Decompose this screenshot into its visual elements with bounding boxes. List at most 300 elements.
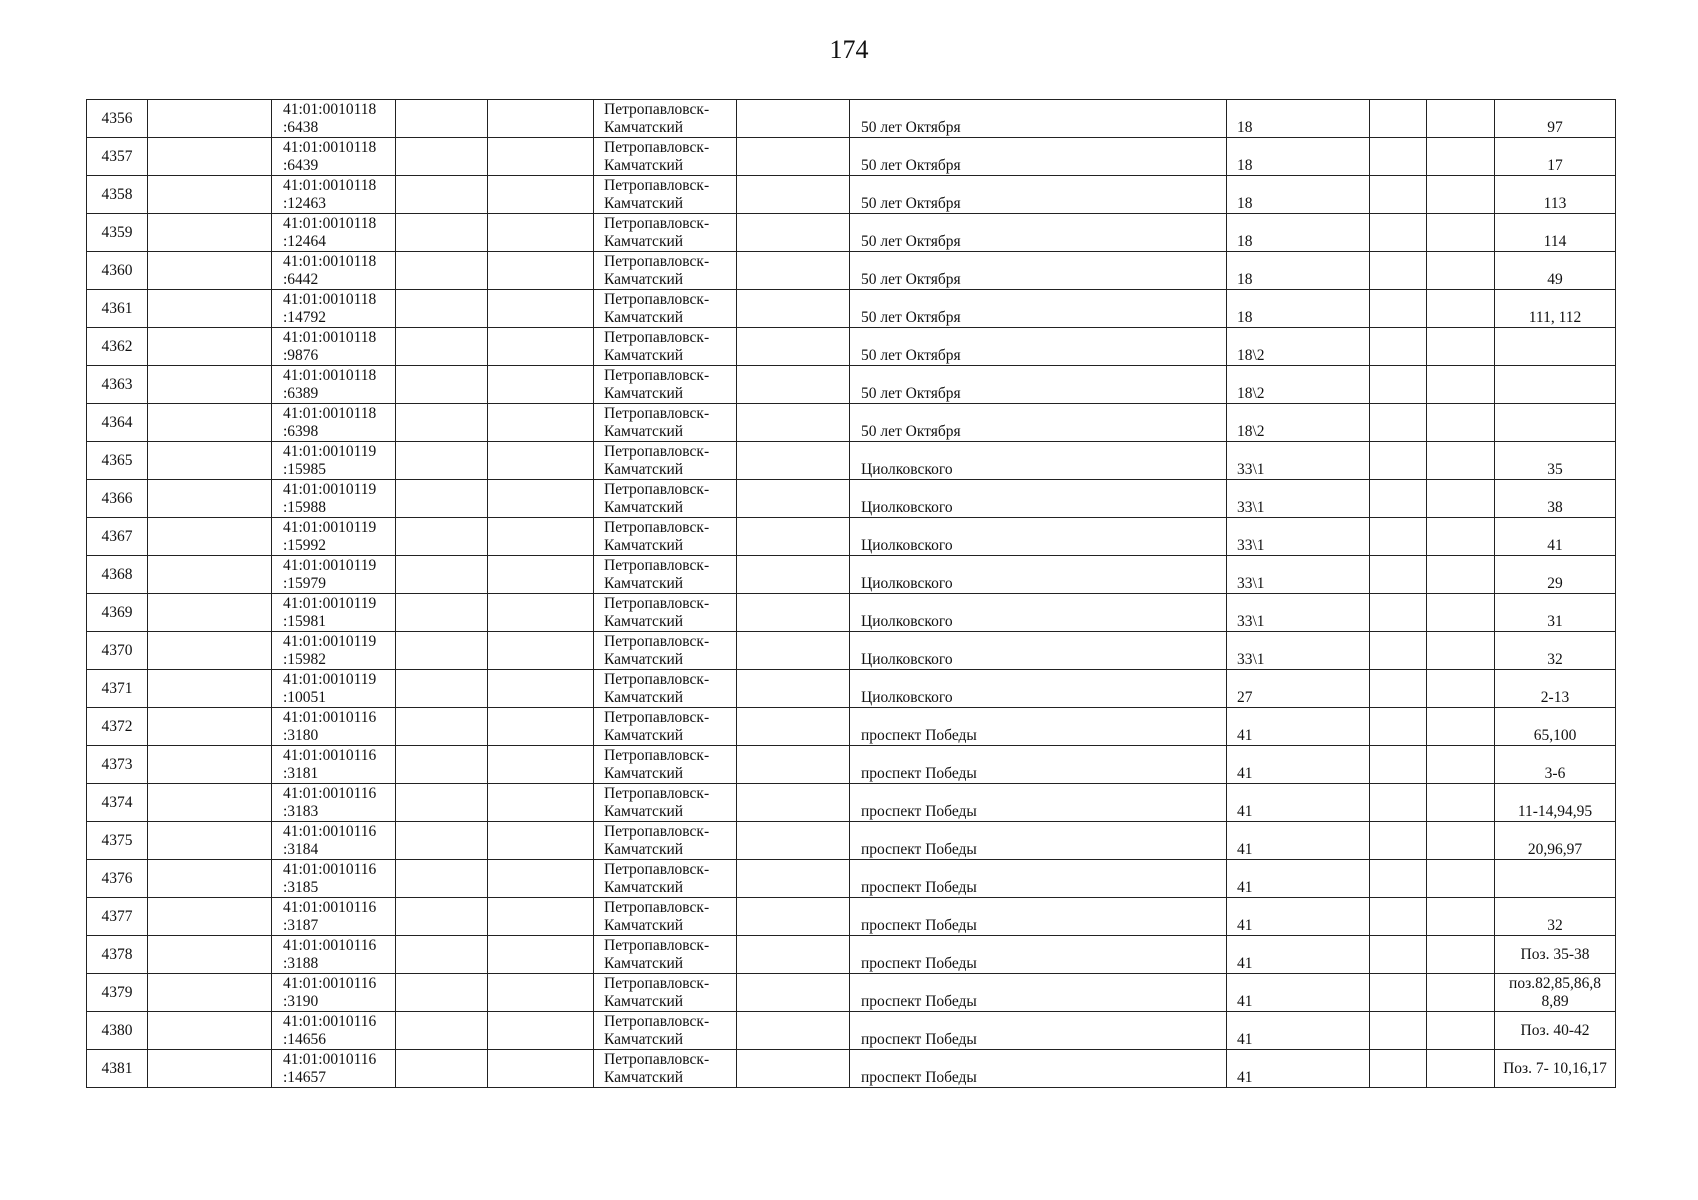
table-row <box>87 708 1616 746</box>
row-number-cell: 4366 <box>87 480 148 518</box>
apartment-cell: 29 <box>1495 556 1616 594</box>
empty-cell <box>396 784 488 822</box>
city-cell <box>594 822 737 860</box>
city-cell-line-2: Камчатский <box>604 879 684 896</box>
street-cell: Циолковского <box>850 442 1227 480</box>
table-row <box>87 632 1616 670</box>
empty-cell <box>148 822 272 860</box>
empty-cell <box>396 594 488 632</box>
cadastral-number-cell-line-2: :14656 <box>283 1031 327 1048</box>
cadastral-number-cell-line-2: :12464 <box>283 233 327 250</box>
city-cell-line-2: Камчатский <box>604 195 684 212</box>
city-cell-line-2: Камчатский <box>604 955 684 972</box>
empty-cell <box>1370 1012 1427 1050</box>
empty-cell <box>737 594 850 632</box>
cadastral-number-cell <box>272 708 396 746</box>
empty-cell <box>396 556 488 594</box>
house-cell: 18 <box>1227 138 1370 176</box>
empty-cell <box>488 1050 594 1088</box>
empty-cell <box>148 442 272 480</box>
empty-cell <box>488 822 594 860</box>
cadastral-number-cell-line-1: 41:01:0010118 <box>283 215 377 232</box>
apartment-cell: Поз. 40-42 <box>1495 1012 1616 1050</box>
table-row <box>87 480 1616 518</box>
empty-cell <box>1427 1012 1495 1050</box>
city-cell <box>594 936 737 974</box>
cadastral-number-cell-line-2: :15988 <box>283 499 327 516</box>
empty-cell <box>488 290 594 328</box>
empty-cell <box>1370 214 1427 252</box>
city-cell-line-2: Камчатский <box>604 461 684 478</box>
cadastral-number-cell-line-1: 41:01:0010118 <box>283 291 377 308</box>
table-row <box>87 366 1616 404</box>
table-row <box>87 100 1616 138</box>
row-number-cell: 4375 <box>87 822 148 860</box>
empty-cell <box>737 860 850 898</box>
house-cell: 18\2 <box>1227 328 1370 366</box>
cadastral-number-cell <box>272 746 396 784</box>
cadastral-number-cell-line-2: :9876 <box>283 347 319 364</box>
empty-cell <box>1370 100 1427 138</box>
row-number-cell: 4358 <box>87 176 148 214</box>
cadastral-number-cell <box>272 328 396 366</box>
city-cell-line-1: Петропавловск- <box>604 519 710 536</box>
empty-cell <box>396 670 488 708</box>
city-cell-line-2: Камчатский <box>604 765 684 782</box>
cadastral-number-cell-line-2: :3185 <box>283 879 319 896</box>
empty-cell <box>737 214 850 252</box>
table-row <box>87 936 1616 974</box>
city-cell-line-2: Камчатский <box>604 727 684 744</box>
city-cell-line-2: Камчатский <box>604 233 684 250</box>
apartment-cell: 32 <box>1495 632 1616 670</box>
cadastral-number-cell <box>272 822 396 860</box>
empty-cell <box>737 366 850 404</box>
empty-cell <box>488 632 594 670</box>
house-cell: 41 <box>1227 746 1370 784</box>
street-cell: проспект Победы <box>850 822 1227 860</box>
house-cell: 33\1 <box>1227 632 1370 670</box>
empty-cell <box>1427 252 1495 290</box>
empty-cell <box>737 404 850 442</box>
street-cell: Циолковского <box>850 518 1227 556</box>
row-number-cell: 4371 <box>87 670 148 708</box>
city-cell-line-1: Петропавловск- <box>604 975 710 992</box>
empty-cell <box>396 1050 488 1088</box>
empty-cell <box>1370 480 1427 518</box>
cadastral-number-cell-line-1: 41:01:0010116 <box>283 899 377 916</box>
street-cell: проспект Победы <box>850 746 1227 784</box>
cadastral-number-cell <box>272 404 396 442</box>
empty-cell <box>1370 290 1427 328</box>
empty-cell <box>737 328 850 366</box>
row-number-cell: 4360 <box>87 252 148 290</box>
empty-cell <box>148 176 272 214</box>
city-cell-line-1: Петропавловск- <box>604 1051 710 1068</box>
table-row <box>87 860 1616 898</box>
cadastral-number-cell-line-1: 41:01:0010118 <box>283 177 377 194</box>
empty-cell <box>396 1012 488 1050</box>
house-cell: 41 <box>1227 1050 1370 1088</box>
cadastral-number-cell-line-1: 41:01:0010118 <box>283 405 377 422</box>
cadastral-number-cell <box>272 100 396 138</box>
cadastral-number-cell <box>272 366 396 404</box>
empty-cell <box>1370 404 1427 442</box>
empty-cell <box>488 708 594 746</box>
empty-cell <box>396 214 488 252</box>
city-cell-line-2: Камчатский <box>604 575 684 592</box>
empty-cell <box>488 974 594 1012</box>
empty-cell <box>488 480 594 518</box>
city-cell-line-2: Камчатский <box>604 347 684 364</box>
table-row <box>87 556 1616 594</box>
city-cell <box>594 860 737 898</box>
table-row <box>87 442 1616 480</box>
house-cell: 41 <box>1227 708 1370 746</box>
city-cell <box>594 100 737 138</box>
empty-cell <box>396 290 488 328</box>
empty-cell <box>396 366 488 404</box>
cadastral-number-cell <box>272 860 396 898</box>
apartment-cell: 65,100 <box>1495 708 1616 746</box>
empty-cell <box>396 480 488 518</box>
cadastral-number-cell-line-2: :10051 <box>283 689 327 706</box>
cadastral-number-cell <box>272 936 396 974</box>
empty-cell <box>396 518 488 556</box>
city-cell-line-2: Камчатский <box>604 499 684 516</box>
cadastral-number-cell-line-1: 41:01:0010119 <box>283 671 377 688</box>
table-row <box>87 898 1616 936</box>
cadastral-number-cell-line-1: 41:01:0010119 <box>283 443 377 460</box>
table-row <box>87 1050 1616 1088</box>
empty-cell <box>1370 594 1427 632</box>
street-cell: Циолковского <box>850 594 1227 632</box>
empty-cell <box>148 746 272 784</box>
page-number: 174 <box>829 35 869 64</box>
house-cell: 33\1 <box>1227 556 1370 594</box>
empty-cell <box>396 860 488 898</box>
row-number-cell: 4365 <box>87 442 148 480</box>
city-cell <box>594 366 737 404</box>
house-cell: 18 <box>1227 100 1370 138</box>
row-number-cell: 4377 <box>87 898 148 936</box>
city-cell <box>594 252 737 290</box>
empty-cell <box>1427 366 1495 404</box>
cadastral-number-cell-line-1: 41:01:0010116 <box>283 785 377 802</box>
empty-cell <box>1370 366 1427 404</box>
empty-cell <box>488 556 594 594</box>
cadastral-number-cell-line-2: :15992 <box>283 537 327 554</box>
table-row <box>87 670 1616 708</box>
row-number-cell: 4361 <box>87 290 148 328</box>
city-cell-line-1: Петропавловск- <box>604 785 710 802</box>
city-cell <box>594 404 737 442</box>
empty-cell <box>396 708 488 746</box>
apartment-cell: 111, 112 <box>1495 290 1616 328</box>
city-cell-line-1: Петропавловск- <box>604 595 710 612</box>
row-number-cell: 4369 <box>87 594 148 632</box>
row-number-cell: 4379 <box>87 974 148 1012</box>
street-cell: 50 лет Октября <box>850 214 1227 252</box>
empty-cell <box>148 252 272 290</box>
city-cell <box>594 556 737 594</box>
city-cell-line-1: Петропавловск- <box>604 139 710 156</box>
city-cell <box>594 138 737 176</box>
table-row <box>87 252 1616 290</box>
city-cell <box>594 898 737 936</box>
cadastral-number-cell-line-2: :6398 <box>283 423 319 440</box>
empty-cell <box>1370 708 1427 746</box>
table-row <box>87 1012 1616 1050</box>
house-cell: 33\1 <box>1227 594 1370 632</box>
apartment-cell: 97 <box>1495 100 1616 138</box>
table-row <box>87 746 1616 784</box>
empty-cell <box>148 936 272 974</box>
row-number-cell: 4367 <box>87 518 148 556</box>
empty-cell <box>737 974 850 1012</box>
empty-cell <box>737 518 850 556</box>
city-cell-line-1: Петропавловск- <box>604 177 710 194</box>
house-cell: 41 <box>1227 1012 1370 1050</box>
row-number-cell: 4359 <box>87 214 148 252</box>
house-cell: 18 <box>1227 214 1370 252</box>
house-cell: 41 <box>1227 974 1370 1012</box>
cadastral-number-cell <box>272 594 396 632</box>
apartment-cell <box>1495 366 1616 404</box>
house-cell: 41 <box>1227 784 1370 822</box>
empty-cell <box>1370 632 1427 670</box>
city-cell <box>594 480 737 518</box>
empty-cell <box>488 404 594 442</box>
cadastral-number-cell-line-2: :6438 <box>283 119 319 136</box>
table-row <box>87 822 1616 860</box>
row-number-cell: 4357 <box>87 138 148 176</box>
empty-cell <box>396 822 488 860</box>
cadastral-number-cell-line-1: 41:01:0010116 <box>283 861 377 878</box>
city-cell-line-1: Петропавловск- <box>604 101 710 118</box>
apartment-cell: 113 <box>1495 176 1616 214</box>
row-number-cell: 4380 <box>87 1012 148 1050</box>
house-cell: 33\1 <box>1227 442 1370 480</box>
cadastral-number-cell <box>272 442 396 480</box>
apartment-cell: 20,96,97 <box>1495 822 1616 860</box>
empty-cell <box>1427 670 1495 708</box>
cadastral-number-cell-line-2: :14792 <box>283 309 327 326</box>
street-cell: проспект Победы <box>850 974 1227 1012</box>
empty-cell <box>396 936 488 974</box>
cadastral-number-cell <box>272 518 396 556</box>
row-number-cell: 4364 <box>87 404 148 442</box>
apartment-cell: 32 <box>1495 898 1616 936</box>
cadastral-number-cell-line-1: 41:01:0010119 <box>283 557 377 574</box>
city-cell <box>594 670 737 708</box>
apartment-cell: Поз. 35-38 <box>1495 936 1616 974</box>
empty-cell <box>1370 328 1427 366</box>
apartment-cell: 49 <box>1495 252 1616 290</box>
city-cell-line-2: Камчатский <box>604 917 684 934</box>
city-cell <box>594 518 737 556</box>
city-cell-line-2: Камчатский <box>604 651 684 668</box>
empty-cell <box>148 632 272 670</box>
city-cell-line-1: Петропавловск- <box>604 215 710 232</box>
empty-cell <box>396 442 488 480</box>
cadastral-number-cell <box>272 176 396 214</box>
empty-cell <box>488 100 594 138</box>
empty-cell <box>148 366 272 404</box>
apartment-cell <box>1495 328 1616 366</box>
empty-cell <box>1370 176 1427 214</box>
city-cell-line-2: Камчатский <box>604 613 684 630</box>
cadastral-number-cell-line-1: 41:01:0010118 <box>283 101 377 118</box>
empty-cell <box>1370 898 1427 936</box>
house-cell: 18 <box>1227 176 1370 214</box>
city-cell <box>594 290 737 328</box>
cadastral-number-cell-line-2: :6389 <box>283 385 319 402</box>
city-cell-line-1: Петропавловск- <box>604 709 710 726</box>
city-cell-line-2: Камчатский <box>604 423 684 440</box>
table-row <box>87 214 1616 252</box>
empty-cell <box>1370 860 1427 898</box>
empty-cell <box>488 518 594 556</box>
empty-cell <box>1427 100 1495 138</box>
city-cell-line-1: Петропавловск- <box>604 557 710 574</box>
city-cell <box>594 708 737 746</box>
cadastral-number-cell <box>272 214 396 252</box>
street-cell: 50 лет Октября <box>850 138 1227 176</box>
empty-cell <box>488 936 594 974</box>
city-cell <box>594 176 737 214</box>
city-cell-line-1: Петропавловск- <box>604 481 710 498</box>
house-cell: 41 <box>1227 860 1370 898</box>
empty-cell <box>1427 822 1495 860</box>
city-cell-line-1: Петропавловск- <box>604 329 710 346</box>
empty-cell <box>1370 822 1427 860</box>
empty-cell <box>1427 518 1495 556</box>
cadastral-number-cell-line-1: 41:01:0010119 <box>283 595 377 612</box>
apartment-cell: Поз. 7- 10,16,17 <box>1495 1050 1616 1088</box>
empty-cell <box>148 290 272 328</box>
empty-cell <box>148 138 272 176</box>
street-cell: Циолковского <box>850 670 1227 708</box>
empty-cell <box>148 518 272 556</box>
street-cell: проспект Победы <box>850 898 1227 936</box>
city-cell-line-2: Камчатский <box>604 1069 684 1086</box>
street-cell: 50 лет Октября <box>850 366 1227 404</box>
cadastral-number-cell-line-2: :14657 <box>283 1069 327 1086</box>
empty-cell <box>1427 708 1495 746</box>
cadastral-number-cell <box>272 1012 396 1050</box>
cadastral-number-cell-line-2: :3190 <box>283 993 319 1010</box>
apartment-cell: 11-14,94,95 <box>1495 784 1616 822</box>
empty-cell <box>396 632 488 670</box>
street-cell: 50 лет Октября <box>850 100 1227 138</box>
cadastral-number-cell-line-2: :15985 <box>283 461 327 478</box>
city-cell-line-1: Петропавловск- <box>604 861 710 878</box>
street-cell: проспект Победы <box>850 784 1227 822</box>
empty-cell <box>488 784 594 822</box>
cadastral-number-cell <box>272 974 396 1012</box>
cadastral-number-cell-line-1: 41:01:0010116 <box>283 937 377 954</box>
empty-cell <box>1370 746 1427 784</box>
empty-cell <box>396 898 488 936</box>
apartment-cell: 17 <box>1495 138 1616 176</box>
empty-cell <box>488 594 594 632</box>
cadastral-number-cell-line-2: :15979 <box>283 575 327 592</box>
empty-cell <box>737 176 850 214</box>
empty-cell <box>1370 556 1427 594</box>
row-number-cell: 4368 <box>87 556 148 594</box>
empty-cell <box>148 1012 272 1050</box>
empty-cell <box>737 480 850 518</box>
empty-cell <box>737 936 850 974</box>
empty-cell <box>737 746 850 784</box>
registry-table <box>86 99 1616 1088</box>
empty-cell <box>1427 974 1495 1012</box>
city-cell-line-1: Петропавловск- <box>604 1013 710 1030</box>
apartment-cell <box>1495 404 1616 442</box>
empty-cell <box>737 708 850 746</box>
cadastral-number-cell-line-1: 41:01:0010118 <box>283 367 377 384</box>
city-cell-line-1: Петропавловск- <box>604 937 710 954</box>
empty-cell <box>1427 176 1495 214</box>
empty-cell <box>148 214 272 252</box>
table-row <box>87 176 1616 214</box>
city-cell-line-1: Петропавловск- <box>604 747 710 764</box>
empty-cell <box>148 708 272 746</box>
empty-cell <box>488 860 594 898</box>
city-cell-line-2: Камчатский <box>604 993 684 1010</box>
empty-cell <box>396 746 488 784</box>
empty-cell <box>148 480 272 518</box>
city-cell <box>594 632 737 670</box>
table-body <box>87 100 1616 1088</box>
city-cell <box>594 594 737 632</box>
street-cell: проспект Победы <box>850 936 1227 974</box>
empty-cell <box>148 974 272 1012</box>
cadastral-number-cell-line-1: 41:01:0010119 <box>283 481 377 498</box>
cadastral-number-cell <box>272 898 396 936</box>
empty-cell <box>737 822 850 860</box>
cadastral-number-cell-line-1: 41:01:0010116 <box>283 975 377 992</box>
empty-cell <box>1427 860 1495 898</box>
empty-cell <box>488 670 594 708</box>
cadastral-number-cell <box>272 290 396 328</box>
empty-cell <box>148 784 272 822</box>
empty-cell <box>488 1012 594 1050</box>
cadastral-number-cell-line-2: :3188 <box>283 955 319 972</box>
city-cell-line-1: Петропавловск- <box>604 291 710 308</box>
empty-cell <box>488 746 594 784</box>
city-cell <box>594 1012 737 1050</box>
empty-cell <box>737 632 850 670</box>
cadastral-number-cell <box>272 1050 396 1088</box>
city-cell-line-2: Камчатский <box>604 841 684 858</box>
street-cell: Циолковского <box>850 556 1227 594</box>
empty-cell <box>148 898 272 936</box>
empty-cell <box>737 442 850 480</box>
cadastral-number-cell-line-1: 41:01:0010116 <box>283 747 377 764</box>
cadastral-number-cell-line-2: :15982 <box>283 651 327 668</box>
empty-cell <box>488 214 594 252</box>
city-cell <box>594 328 737 366</box>
empty-cell <box>396 138 488 176</box>
table-row <box>87 328 1616 366</box>
city-cell <box>594 214 737 252</box>
empty-cell <box>1427 442 1495 480</box>
row-number-cell: 4372 <box>87 708 148 746</box>
empty-cell <box>737 670 850 708</box>
city-cell <box>594 784 737 822</box>
